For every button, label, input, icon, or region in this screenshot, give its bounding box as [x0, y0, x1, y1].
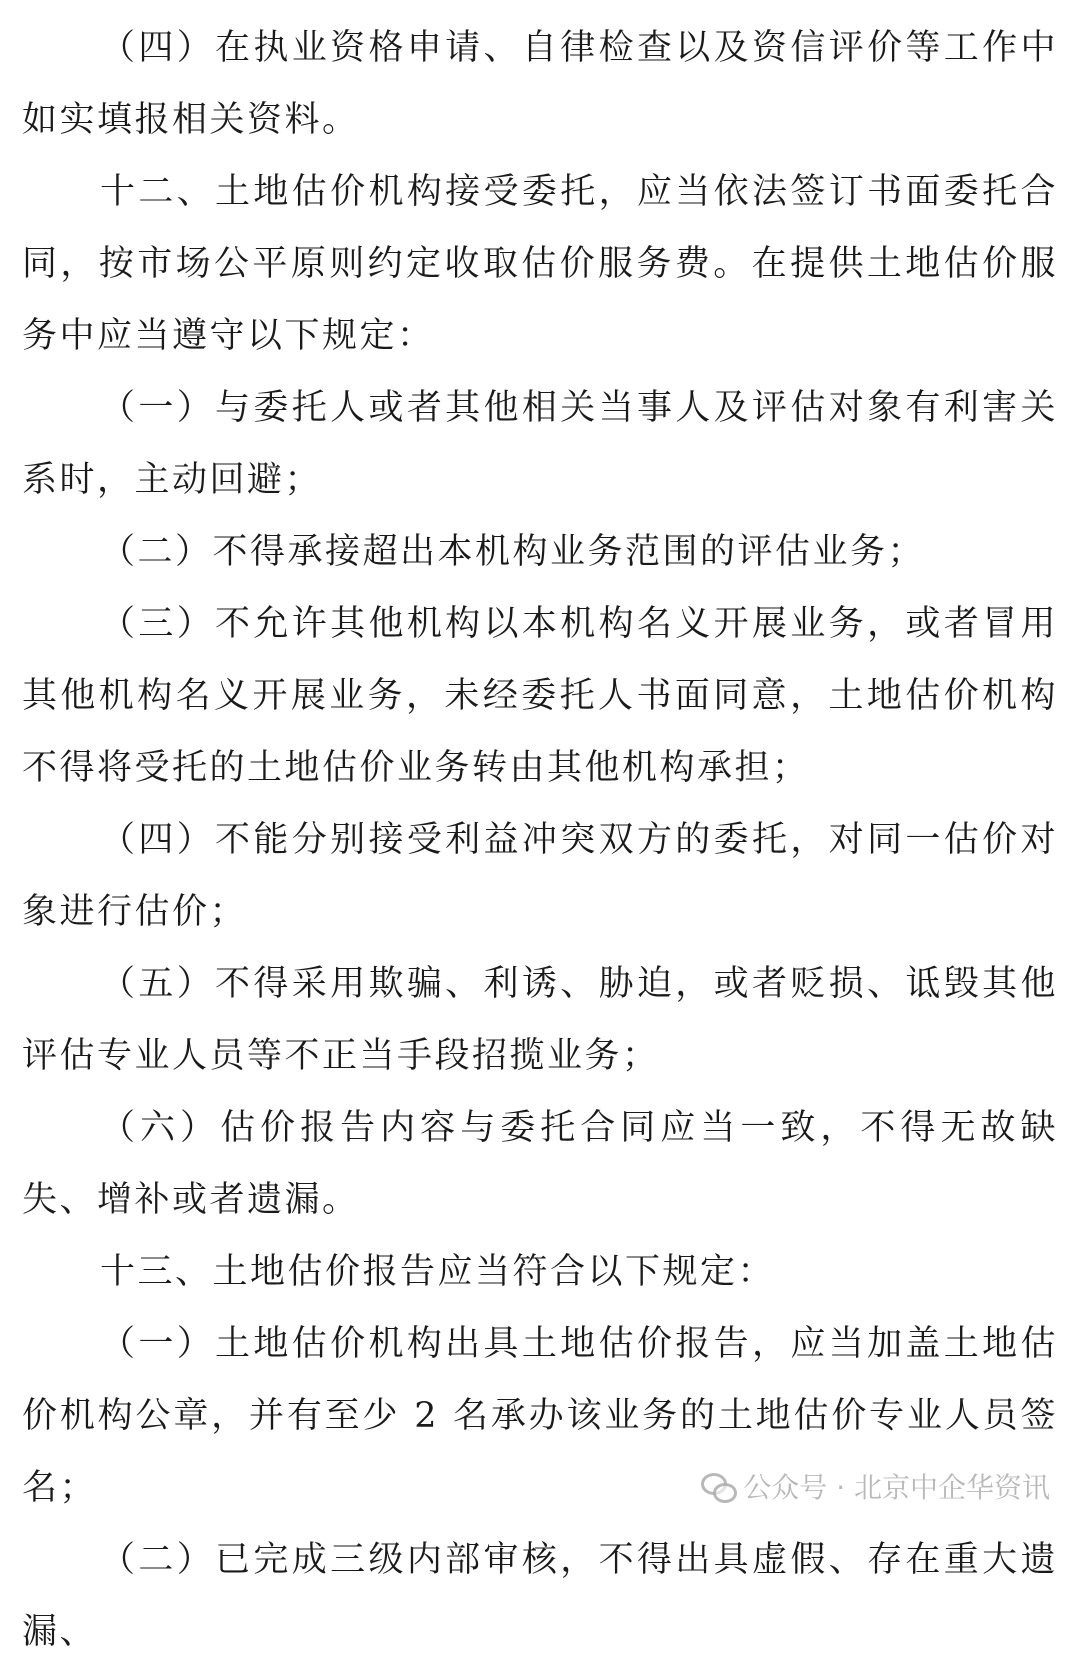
paragraph-11: （二）已完成三级内部审核，不得出具虚假、存在重大遗漏、: [22, 1540, 1058, 1652]
paragraph-1: （四）在执业资格申请、自律检查以及资信评价等工作中如实填报相关资料。: [22, 28, 1058, 140]
paragraph-10: （一）土地估价机构出具土地估价报告，应当加盖土地估价机构公章，并有至少 2 名承办该业务的土地估价专业人员签名；: [22, 1324, 1058, 1508]
document-page: [22, 12, 1058, 1668]
paragraph-3: （一）与委托人或者其他相关当事人及评估对象有利害关系时，主动回避；: [22, 388, 1058, 500]
paragraph-7: （五）不得采用欺骗、利诱、胁迫，或者贬损、诋毁其他评估专业人员等不正当手段招揽业务；: [22, 964, 1058, 1076]
paragraph-4: （二）不得承接超出本机构业务范围的评估业务；: [100, 532, 926, 572]
paragraph-8: （六）估价报告内容与委托合同应当一致，不得无故缺失、增补或者遗漏。: [22, 1108, 1058, 1220]
paragraph-5: （三）不允许其他机构以本机构名义开展业务，或者冒用其他机构名义开展业务，未经委托人书面同意，土地估价机构不得将受托的土地估价业务转由其他机构承担；: [22, 604, 1058, 788]
paragraph-6: （四）不能分别接受利益冲突双方的委托，对同一估价对象进行估价；: [22, 820, 1058, 932]
paragraph-9: 十三、土地估价报告应当符合以下规定：: [100, 1252, 776, 1292]
paragraph-2: 十二、土地估价机构接受委托，应当依法签订书面委托合同，按市场公平原则约定收取估价服务费。在提供土地估价服务中应当遵守以下规定：: [22, 172, 1058, 356]
watermark-text: 公众号 · 北京中企华资讯: [743, 1471, 1050, 1504]
